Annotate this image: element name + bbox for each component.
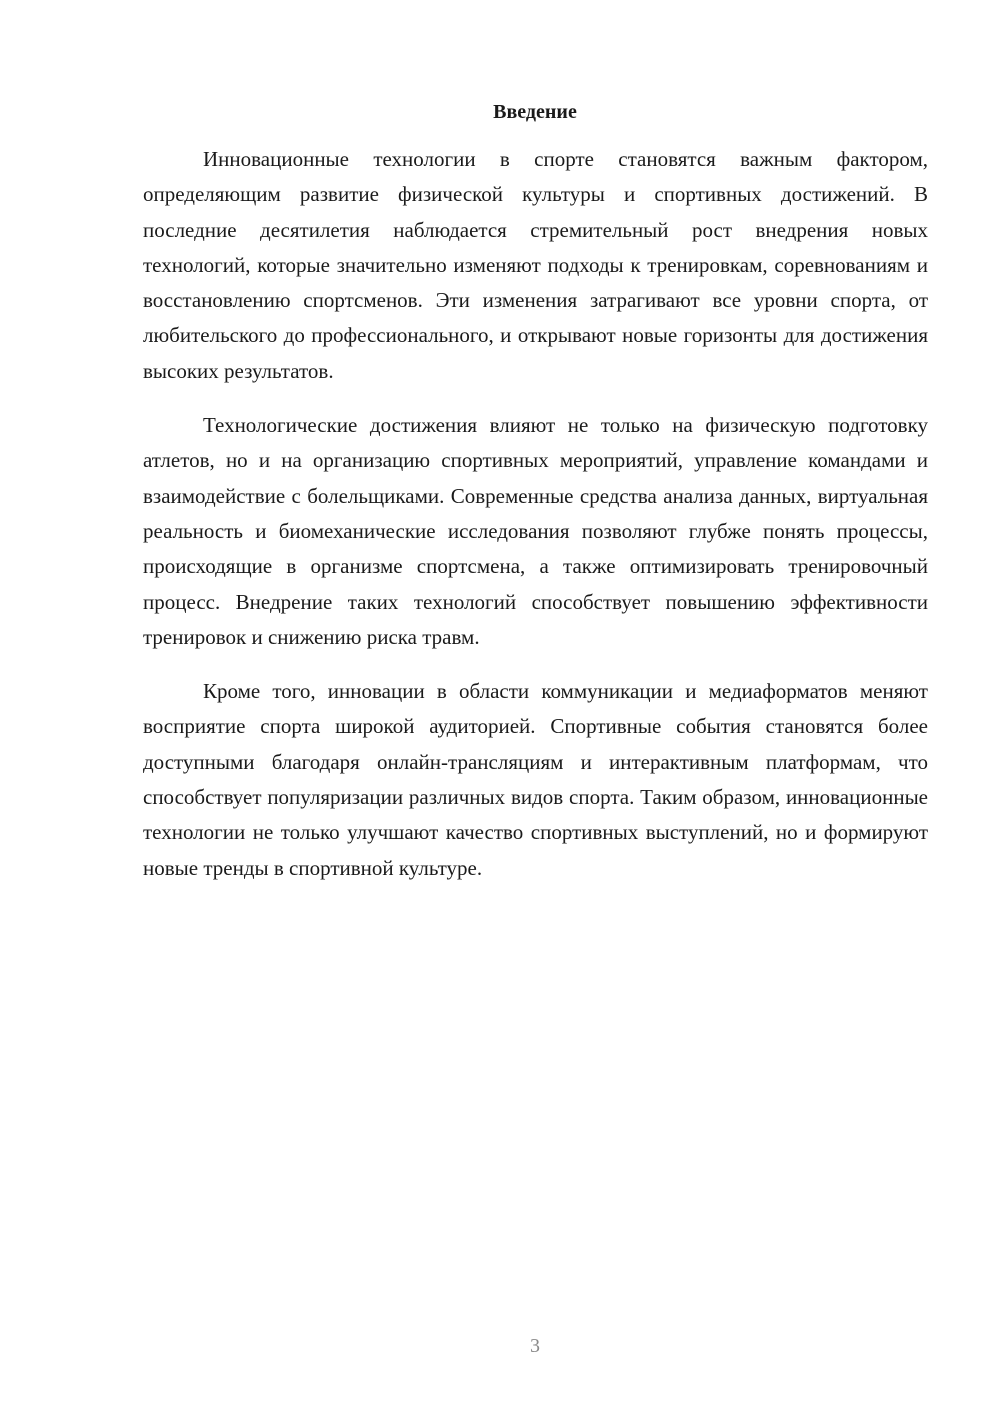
paragraph-3: Кроме того, инновации в области коммуникации и медиаформатов меняют восприятие спорта широкой аудиторией. Спортивные события становятся более доступными благодаря онлайн-трансляциям и интерактивным платформам, что способствует популяризации различных видов спорта. Таким образом, инновационные технологии не только улучшают качество спортивных выступлений, но и формируют новые тренды в спортивной культуре. bbox=[143, 679, 928, 880]
section-title: Введение bbox=[493, 101, 577, 123]
paragraph-1: Инновационные технологии в спорте становятся важным фактором, определяющим развитие физической культуры и спортивных достижений. В последние десятилетия наблюдается стремительный рост внедрения новых технологий, которые значительно изменяют подходы к тренировкам, соревнованиям и восстановлению спортсменов. Эти изменения затрагивают все уровни спорта, от любительского до профессионального, и открывают новые горизонты для достижения высоких результатов. bbox=[143, 147, 928, 383]
page-number: 3 bbox=[530, 1335, 540, 1357]
body-text bbox=[143, 142, 928, 886]
paragraph-2: Технологические достижения влияют не только на физическую подготовку атлетов, но и на организацию спортивных мероприятий, управление командами и взаимодействие с болельщиками. Современные средства анализа данных, виртуальная реальность и биомеханические исследования позволяют глубже понять процессы, происходящие в организме спортсмена, а также оптимизировать тренировочный процесс. Внедрение таких технологий способствует повышению эффективности тренировок и снижению риска травм. bbox=[143, 413, 928, 649]
